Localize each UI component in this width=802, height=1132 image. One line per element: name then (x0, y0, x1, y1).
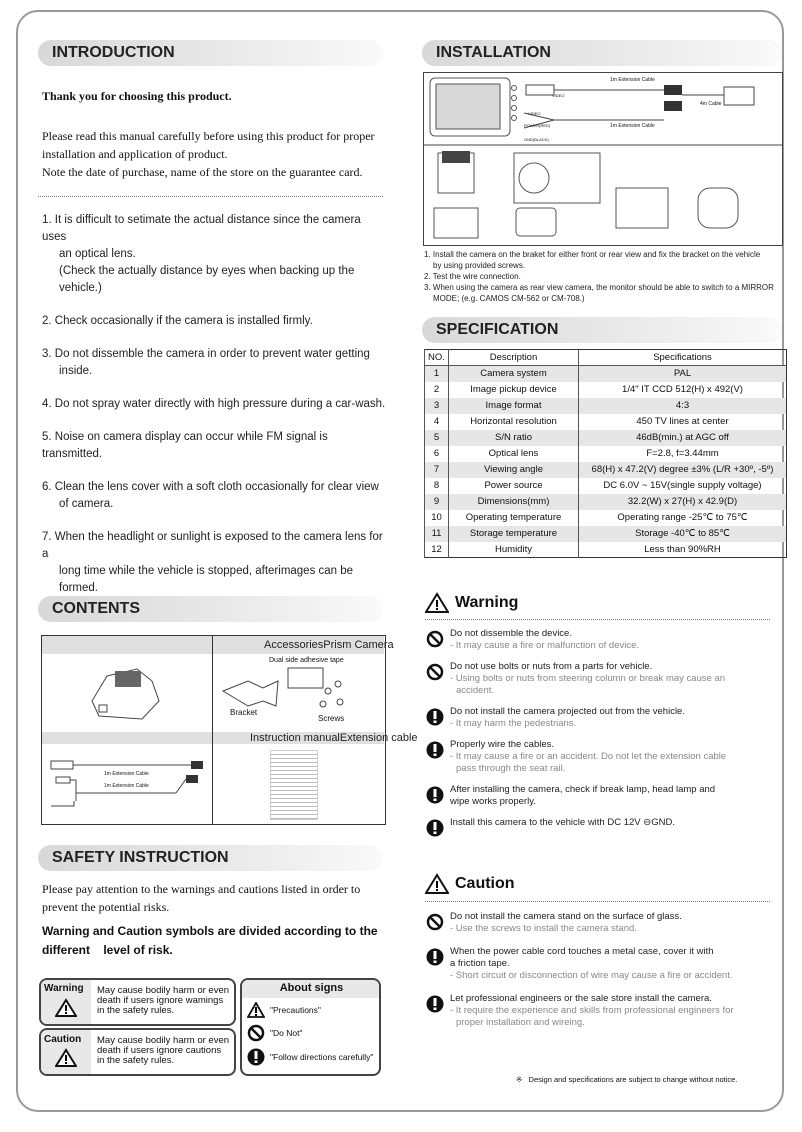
spec-cell: Viewing angle (449, 462, 579, 478)
safety-intro (42, 880, 360, 916)
spec-cell: 1/4" IT CCD 512(H) x 492(V) (579, 382, 787, 398)
installation-header: INSTALLATION (422, 40, 782, 66)
caution-title-text: Caution (455, 875, 515, 892)
warning-main: After installing the camera, check if break lamp, head lamp and (450, 784, 716, 795)
intro-item (42, 429, 387, 463)
wiring-diagram-icon (424, 73, 782, 245)
contents-table (41, 635, 418, 825)
safety-header: SAFETY INSTRUCTION (38, 845, 383, 871)
power-label: POWER(RED) (524, 123, 551, 128)
warning-sub: - Using bolts or nuts from steering column or break may cause an (450, 673, 726, 684)
installation-diagram (423, 72, 783, 246)
warning-sub: - It may cause a fire or malfunction of device. (450, 640, 640, 651)
prohibit-icon (247, 1024, 265, 1042)
warning-main: wipe works properly. (450, 796, 536, 807)
intro-item-line: of camera. (59, 498, 114, 510)
intro-item-line: 5. Noise on camera display can occur while FM signal is transmitted. (42, 431, 328, 460)
warning-sub: pass through the seat rail. (456, 763, 566, 774)
safety-bold-line: different level of risk. (42, 943, 173, 957)
spec-cell: 1 (425, 366, 449, 382)
spec-cell: 12 (425, 542, 449, 558)
intro-item-line: (Check the actually distance by eyes when backing up the vehicle.) (59, 265, 355, 294)
intro-item-line: 7. When the headlight or sunlight is exposed to the camera lens for a (42, 531, 383, 560)
prohibit-icon (426, 913, 444, 931)
spec-cell: 11 (425, 526, 449, 542)
spec-row (425, 382, 787, 398)
warning-item (426, 784, 778, 808)
exclaim-icon (247, 1048, 265, 1066)
intro-item-line: inside. (59, 365, 93, 377)
safety-line: prevent the potential risks. (42, 900, 170, 914)
intro-item (42, 346, 387, 380)
safety-line: Please pay attention to the warnings and cautions listed in order to (42, 882, 361, 896)
spec-cell: Optical lens (449, 446, 579, 462)
intro-line: Note the date of purchase, name of the store on the guarantee card. (42, 165, 363, 179)
caution-triangle-icon (55, 1048, 77, 1068)
caution-sub: - Short circuit or disconnection of wire may cause a fire or accident. (450, 970, 733, 981)
spec-row (425, 494, 787, 510)
spec-cell: 7 (425, 462, 449, 478)
sign-label: "Do Not" (270, 1028, 303, 1038)
sign-label: "Precautions" (270, 1005, 321, 1015)
warning-level-box (39, 978, 236, 1026)
intro-item (42, 479, 387, 513)
spec-row (425, 462, 787, 478)
divider (212, 636, 213, 824)
introduction-header: INTRODUCTION (38, 40, 383, 66)
spec-cell: Camera system (449, 366, 579, 382)
warning-main: Do not install the camera projected out from the vehicle. (450, 706, 685, 717)
intro-paragraph (42, 127, 375, 181)
warning-text: May cause bodily harm or even death if users ignore wamings in the safety rules. (97, 985, 230, 1016)
exclaim-icon (426, 819, 444, 837)
warning-main: Do not use bolts or nuts from a parts for vehicle. (450, 661, 653, 672)
warning-main: Install this camera to the vehicle with DC 12V ⊖GND. (450, 817, 675, 828)
intro-item-line: an optical lens. (59, 248, 136, 260)
caution-title (425, 873, 515, 895)
spec-cell: 2 (425, 382, 449, 398)
caution-sub: - It require the experience and skills from professional engineers for (450, 1005, 734, 1016)
warning-item (426, 628, 778, 652)
spec-header-desc: Description (449, 350, 579, 366)
spec-cell: Horizontal resolution (449, 414, 579, 430)
caution-sub: proper installation and wireing. (456, 1017, 585, 1028)
about-signs-title: About signs (242, 980, 381, 998)
spec-header-no: NO. (425, 350, 449, 366)
exclaim-icon (426, 741, 444, 759)
spec-cell: 8 (425, 478, 449, 494)
gnd-label: GND(BLACK) (524, 137, 549, 142)
warning-list (426, 628, 778, 841)
spec-cell: 450 TV lines at center (579, 414, 787, 430)
caution-item (426, 911, 778, 935)
warning-sub: - It may cause a fire or an accident. Do not let the extension cable (450, 751, 727, 762)
spec-cell: 3 (425, 398, 449, 414)
spec-row (425, 542, 787, 558)
screws-label: Screws (318, 714, 345, 723)
caution-label: Caution (44, 1034, 82, 1045)
caution-text: May cause bodily harm or even death if users ignore cautions in the safety rules. (97, 1035, 230, 1066)
thanks-text: Thank you for choosing this product. (42, 89, 232, 103)
spec-cell: Image pickup device (449, 382, 579, 398)
spec-cell: 6 (425, 446, 449, 462)
caution-main: Let professional engineers or the sale store install the camera. (450, 993, 712, 1004)
intro-item-line: 4. Do not spray water directly with high pressure during a car-wash. (42, 398, 386, 410)
caution-level-box (39, 1028, 236, 1076)
divider (38, 196, 383, 197)
spec-cell: 46dB(min.) at AGC off (579, 430, 787, 446)
prohibit-icon (426, 630, 444, 648)
caution-main: Do not install the camera stand on the surface of glass. (450, 911, 682, 922)
caution-main: a friction tape. (450, 958, 510, 969)
instruction-manual-thumbnail (270, 750, 318, 820)
exclaim-icon (426, 786, 444, 804)
tape-label: Dual side adhesive tape (269, 657, 344, 664)
warning-main: Do not dissemble the device. (450, 628, 572, 639)
spec-row (425, 446, 787, 462)
intro-item-line: long time while the vehicle is stopped, afterimages can be formed. (59, 565, 354, 594)
exclaim-icon (426, 708, 444, 726)
spec-cell: 4:3 (579, 398, 787, 414)
warning-item (426, 661, 778, 697)
precaution-icon (247, 1002, 265, 1018)
intro-item (42, 313, 387, 330)
warning-title (425, 592, 518, 614)
intro-item-line: 3. Do not dissemble the camera in order to prevent water getting (42, 348, 370, 360)
spec-cell: 9 (425, 494, 449, 510)
spec-cell: 4 (425, 414, 449, 430)
spec-header-spec: Specifications (579, 350, 787, 366)
spec-cell: 32.2(W) x 27(H) x 42.9(D) (579, 494, 787, 510)
spec-cell: 5 (425, 430, 449, 446)
spec-row (425, 510, 787, 526)
contents-header: CONTENTS (38, 596, 383, 622)
spec-cell: 10 (425, 510, 449, 526)
warning-item (426, 739, 778, 775)
step: by using provided screws. (433, 261, 526, 270)
cable-label: 4m Cable (700, 101, 722, 107)
specification-header: SPECIFICATION (422, 317, 782, 343)
spec-cell: F=2.8, f=3.44mm (579, 446, 787, 462)
spec-row (425, 414, 787, 430)
warning-label: Warning (44, 983, 84, 994)
step: 2. Test the wire connection. (424, 272, 521, 281)
spec-cell: Storage temperature (449, 526, 579, 542)
spec-cell: 68(H) x 47.2(V) degree ±3% (L/R +30º, -5º) (579, 462, 787, 478)
intro-item (42, 212, 387, 297)
bracket-label: Bracket (230, 708, 258, 717)
about-signs-box (240, 978, 381, 1076)
spec-table (424, 349, 787, 558)
camera-icon (87, 661, 167, 729)
caution-triangle-icon (425, 873, 449, 895)
ext-cable-label: 1m Extension Cable (610, 123, 655, 129)
prohibit-icon (426, 663, 444, 681)
spec-row (425, 526, 787, 542)
spec-cell: S/N ratio (449, 430, 579, 446)
safety-bold-line: Warning and Caution symbols are divided according to the (42, 924, 378, 938)
intro-item-line: 2. Check occasionally if the camera is installed firmly. (42, 315, 313, 327)
caution-main: When the power cable cord touches a metal case, cover it with (450, 946, 714, 957)
caution-item (426, 946, 778, 982)
video-label: VIDEO (528, 111, 541, 116)
spec-cell: PAL (579, 366, 787, 382)
step: 1. Install the camera on the braket for either front or rear view and fix the bracket on the vehicle (424, 250, 761, 259)
spec-cell: Humidity (449, 542, 579, 558)
warning-item (426, 817, 778, 841)
spec-cell: Power source (449, 478, 579, 494)
footnote: ※ Design and specifications are subject to change without notice. (516, 1075, 738, 1084)
warning-title-text: Warning (455, 594, 519, 611)
warning-main: Properly wire the cables. (450, 739, 555, 750)
accessories-label: AccessoriesPrism Camera (264, 639, 394, 651)
caution-item (426, 993, 778, 1029)
ext-cable-label: 1m Extension Cable (104, 783, 149, 789)
caution-list (426, 911, 778, 1029)
spec-row (425, 478, 787, 494)
spec-row (425, 430, 787, 446)
intro-item (42, 529, 387, 597)
spec-cell: Dimensions(mm) (449, 494, 579, 510)
step: 3. When using the camera as rear view camera, the monitor should be able to switch to a MIRROR (424, 283, 774, 292)
exclaim-icon (426, 995, 444, 1013)
caution-sub: - Use the screws to install the camera stand. (450, 923, 637, 934)
spec-cell: Operating temperature (449, 510, 579, 526)
ext-cable-label: 1m Extension Cable (104, 771, 149, 777)
intro-item-line: 6. Clean the lens cover with a soft cloth occasionally for clear view (42, 481, 379, 493)
spec-row (425, 366, 787, 382)
divider (425, 619, 770, 620)
video-label: VIDEO (552, 93, 565, 98)
warning-triangle-icon (425, 592, 449, 614)
divider (425, 901, 770, 902)
spec-row (425, 398, 787, 414)
installation-steps (424, 249, 774, 304)
warning-triangle-icon (55, 998, 77, 1018)
manual-label: Instruction manualExtension cable (250, 732, 418, 744)
intro-item-line: 1. It is difficult to setimate the actual distance since the camera uses (42, 214, 361, 243)
spec-cell: Storage -40℃ to 85℃ (579, 526, 787, 542)
intro-item (42, 396, 387, 413)
warning-sub: - It may harm the pedestrians. (450, 718, 577, 729)
spec-cell: Less than 90%RH (579, 542, 787, 558)
warning-sub: accident. (456, 685, 495, 696)
exclaim-icon (426, 948, 444, 966)
spec-cell: DC 6.0V ~ 15V(single supply voltage) (579, 478, 787, 494)
warning-item (426, 706, 778, 730)
spec-cell: Operating range -25℃ to 75℃ (579, 510, 787, 526)
ext-cable-label: 1m Extension Cable (610, 77, 655, 83)
step: MODE; (e.g. CAMOS CM-562 or CM-708.) (433, 294, 585, 303)
intro-line: installation and application of product. (42, 147, 228, 161)
spec-cell: Image format (449, 398, 579, 414)
intro-line: Please read this manual carefully before using this product for proper (42, 129, 375, 143)
intro-list (42, 212, 387, 613)
sign-label: "Follow directions carefully" (270, 1052, 374, 1062)
